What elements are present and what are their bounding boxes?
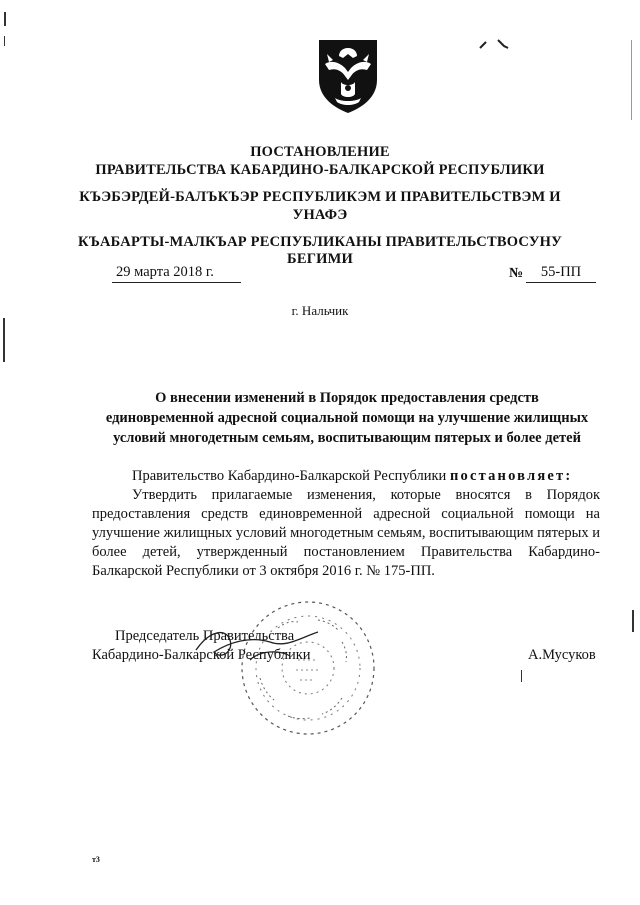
- scan-artifact: [478, 36, 518, 52]
- signatory-position-line2: Кабардино-Балкарской Республики: [92, 647, 311, 663]
- footer-mark: т3: [92, 855, 100, 864]
- signatory-name: А.Мусуков: [528, 647, 596, 663]
- subject-line: О внесении изменений в Порядок предоставления средств: [155, 390, 539, 406]
- scan-edge-mark: [632, 610, 634, 632]
- document-number: 55-ПП: [526, 262, 596, 283]
- scan-edge-mark: [4, 12, 6, 26]
- scan-edge-mark: [4, 36, 5, 46]
- city-name: г. Нальчик: [291, 303, 349, 318]
- kabardian-title-line2: УНАФЭ: [292, 207, 348, 223]
- number-label: №: [509, 266, 524, 281]
- document-body: [92, 467, 600, 581]
- decree-intro-paragraph: [92, 467, 600, 486]
- decree-text: Утвердить прилагаемые изменения, которые вносятся в Порядок предоставления средств единовременной адресной социальной помощи на улучшение жилищных условий многодетным семьям, воспитывающим пятерых и более детей, утвержденный постановлением Правительства Кабардино-Балкарской Республики от 3 октября 2016 г. № 175-ПП.: [92, 487, 600, 579]
- scan-edge-mark: [631, 40, 632, 120]
- subject-line: условий многодетным семьям, воспитывающим пятерых и более детей: [113, 430, 581, 446]
- signatory-position-line1: Председатель Правительства: [115, 628, 295, 644]
- balkar-title-line2: БЕГИМИ: [287, 251, 353, 267]
- handwritten-signature: [190, 620, 340, 670]
- document-subject: [92, 388, 602, 448]
- issuer-title: ПРАВИТЕЛЬСТВА КАБАРДИНО-БАЛКАРСКОЙ РЕСПУБЛИКИ: [95, 162, 545, 178]
- subject-line: единовременной адресной социальной помощи на улучшение жилищных: [105, 410, 589, 426]
- scan-edge-mark: [3, 318, 5, 362]
- kabardian-title-line1: КЪЭБЭРДЕЙ-БАЛЪКЪЭР РЕСПУБЛИКЭМ И ПРАВИТЕЛЬСТВЭМ И: [79, 189, 561, 205]
- document-type-title: ПОСТАНОВЛЕНИЕ: [250, 144, 390, 160]
- scan-artifact: [521, 670, 522, 682]
- decree-intro: Правительство Кабардино-Балкарской Республики: [132, 468, 450, 484]
- decree-word: постановляет:: [449, 468, 573, 484]
- document-date: 29 марта 2018 г.: [112, 262, 241, 283]
- coat-of-arms-emblem: [315, 38, 381, 114]
- balkar-title-line1: КЪАБАРТЫ-МАЛКЪАР РЕСПУБЛИКАНЫ ПРАВИТЕЛЬСТВОСУНУ: [78, 234, 562, 250]
